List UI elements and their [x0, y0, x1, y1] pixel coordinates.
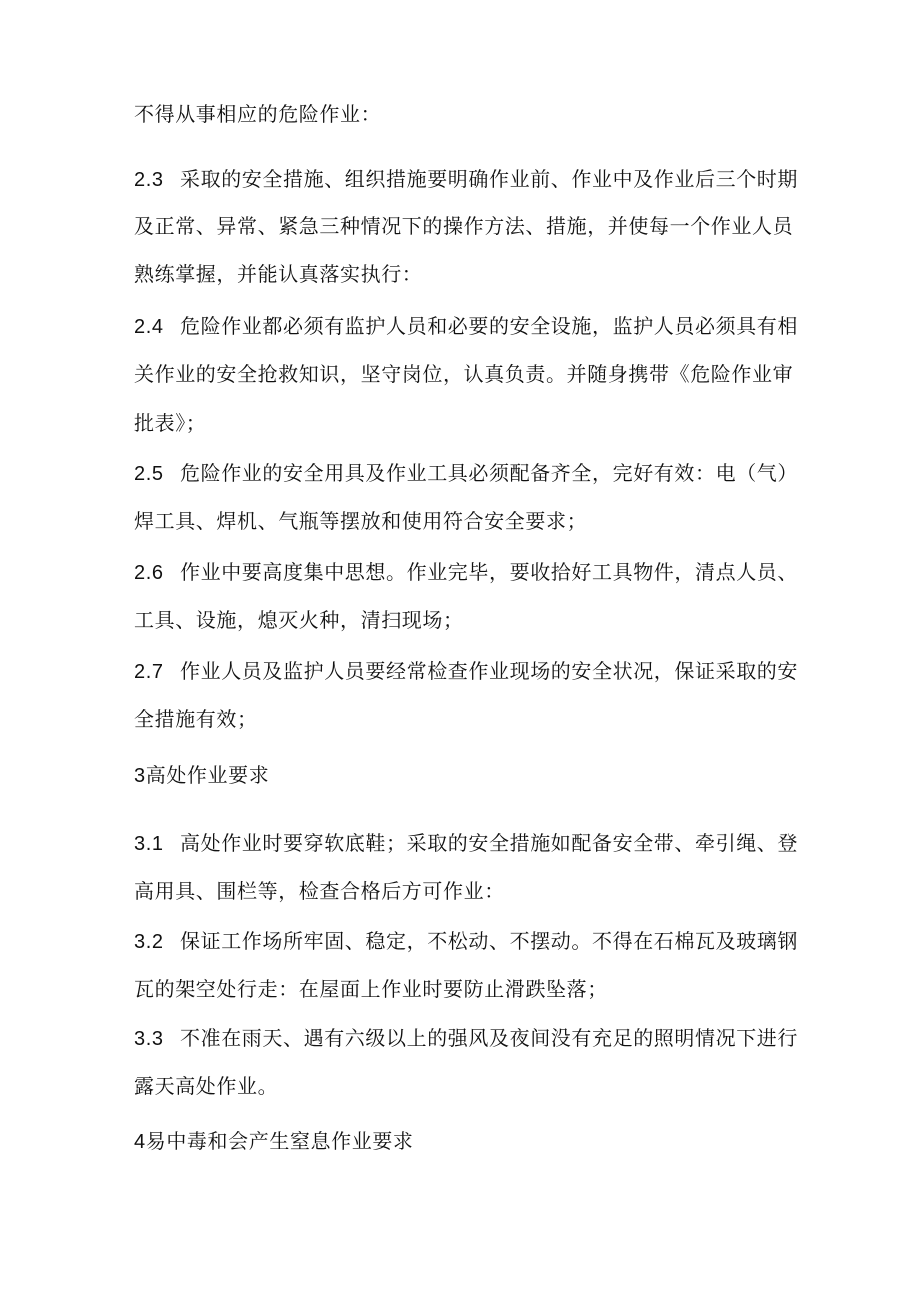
item-number: 2.4: [134, 316, 164, 338]
item-number: 3.3: [134, 1028, 164, 1050]
section-number: 3: [134, 765, 146, 787]
item-text-line: 作业中要高度集中思想。作业完毕，要收拾好工具物件，清点人员、: [180, 560, 798, 584]
item-3-1: [134, 828, 798, 859]
item-2-3: [134, 164, 798, 195]
item-text-line: 工具、设施，熄灭火种，清扫现场；: [134, 608, 464, 632]
item-2-4: [134, 311, 798, 342]
intro-text: 不得从事相应的危险作业：: [134, 102, 382, 126]
item-text-line: 危险作业都必须有监护人员和必要的安全设施，监护人员必须具有相: [180, 314, 798, 338]
section-number: 4: [134, 1131, 146, 1153]
item-text-line: 不准在雨天、遇有六级以上的强风及夜间没有充足的照明情况下进行: [180, 1026, 798, 1050]
item-3-3: [134, 1023, 798, 1054]
item-2-7: [134, 656, 798, 687]
item-number: 2.7: [134, 661, 164, 683]
item-number: 2.5: [134, 463, 164, 485]
item-text-line: 露天高处作业。: [134, 1074, 279, 1098]
item-text-line: 瓦的架空处行走：在屋面上作业时要防止滑跌坠落；: [134, 977, 608, 1001]
section-4-heading: [134, 1126, 794, 1157]
section-3-heading: [134, 760, 794, 791]
item-number: 3.1: [134, 833, 164, 855]
item-text-line: 保证工作场所牢固、稳定，不松动、不摆动。不得在石棉瓦及玻璃钢: [180, 929, 798, 953]
item-text-line: 高用具、围栏等，检查合格后方可作业：: [134, 879, 505, 903]
item-text-line: 关作业的安全抢救知识，坚守岗位，认真负责。并随身携带《危险作业审: [134, 362, 794, 386]
item-text-line: 焊工具、焊机、气瓶等摆放和使用符合安全要求；: [134, 509, 588, 533]
item-text-line: 熟练掌握，并能认真落实执行：: [134, 262, 423, 286]
item-text-line: 全措施有效；: [134, 707, 258, 731]
item-2-6: [134, 557, 798, 588]
item-text-line: 高处作业时要穿软底鞋；采取的安全措施如配备安全带、牵引绳、登: [180, 831, 798, 855]
item-text-line: 批表》；: [134, 411, 207, 435]
item-text-line: 及正常、异常、紧急三种情况下的操作方法、措施，并使每一个作业人员: [134, 214, 794, 238]
item-text-line: 危险作业的安全用具及作业工具必须配备齐全，完好有效：电（气）: [180, 461, 798, 485]
item-text-line: 作业人员及监护人员要经常检查作业现场的安全状况，保证采取的安: [180, 659, 798, 683]
item-text-line: 采取的安全措施、组织措施要明确作业前、作业中及作业后三个时期: [180, 167, 798, 191]
item-3-2: [134, 926, 798, 957]
section-title: 高处作业要求: [145, 763, 270, 787]
item-number: 2.6: [134, 562, 164, 584]
item-number: 3.2: [134, 931, 164, 953]
item-number: 2.3: [134, 169, 164, 191]
section-title: 易中毒和会产生窒息作业要求: [145, 1129, 414, 1153]
item-2-5: [134, 458, 798, 489]
